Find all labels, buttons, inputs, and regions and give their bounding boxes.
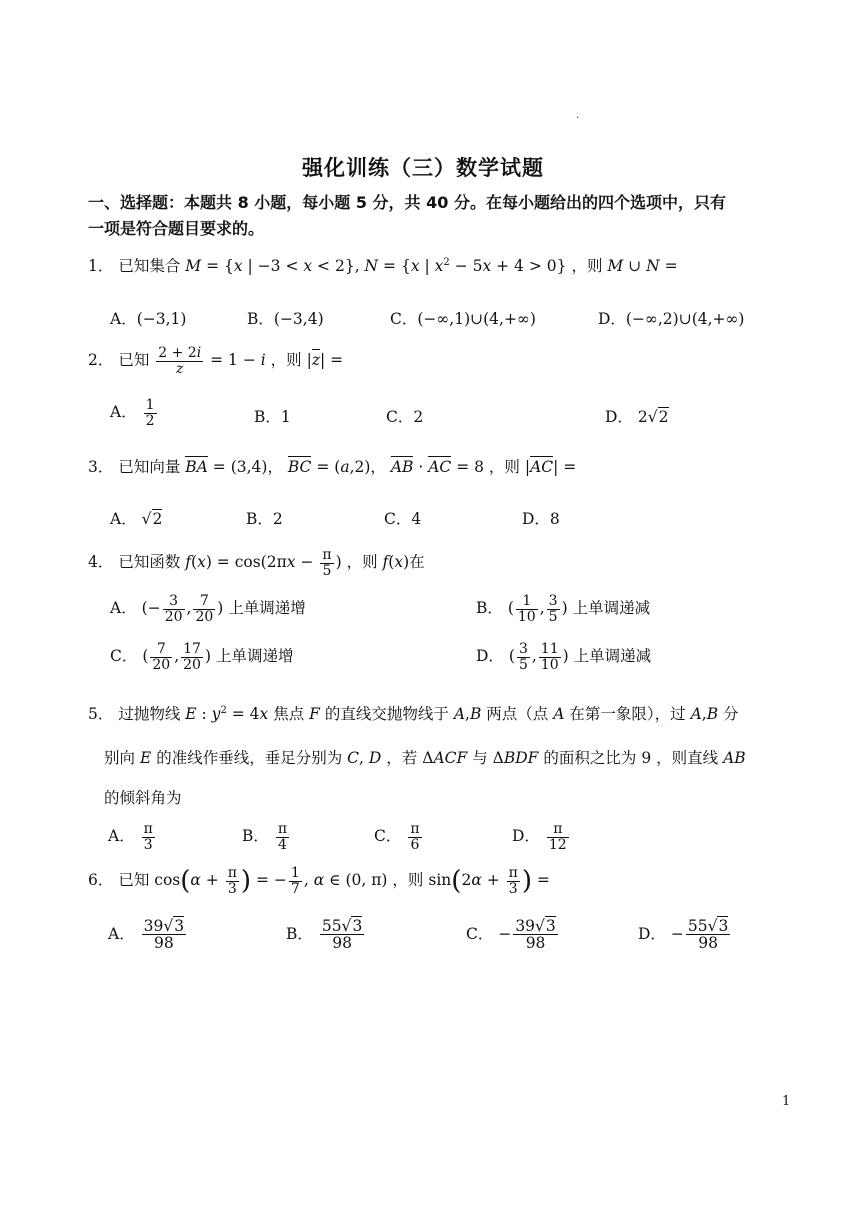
question-text: 别向 xyxy=(104,749,136,767)
option-label: D． xyxy=(638,924,666,943)
math-expression: f(x) xyxy=(382,553,410,572)
math-expression: $\frac{2 + 2i}{z}$ = 1 − i xyxy=(158,345,266,377)
math-expression: cos(α + $\frac{\pi}{3}$ ) = − $\frac{1}{7}$ , α ∈ (0, π) xyxy=(154,865,393,897)
option-b[interactable] xyxy=(286,918,366,952)
option-label: B． xyxy=(242,827,269,846)
scan-dot: . xyxy=(576,110,580,121)
option-value: ( $\frac{7}{20}$ , $\frac{17}{20}$ ) xyxy=(142,641,212,673)
option-c[interactable]: C．2 xyxy=(386,408,424,426)
option-label: A． xyxy=(110,599,137,618)
section-heading-line2: 一项是符合题目要求的。 xyxy=(88,219,265,238)
math-expression: |z| = xyxy=(306,351,344,370)
math-expression: A xyxy=(553,705,565,723)
math-expression: ΔBDF xyxy=(492,749,539,767)
question-5-line1: 5． 过抛物线 E : $y^2 = 4x$ 焦点 F 的直线交抛物线于 A,B 两点（点 A 在第一象限），过 A,B 分 xyxy=(88,704,739,723)
page-title: 强化训练（三）数学试题 xyxy=(302,156,544,180)
option-label: A． xyxy=(110,510,137,528)
option-value: $\frac{\pi}{4}$ xyxy=(277,821,288,853)
option-text: 上单调递增 xyxy=(228,599,306,618)
math-expression: A xyxy=(690,705,702,723)
option-label: C． xyxy=(466,924,494,943)
question-text: 已知向量 xyxy=(118,458,181,476)
question-text: 在第一象限），过 xyxy=(569,705,686,723)
option-value: − $\frac{55√3}{98}$ xyxy=(670,917,729,953)
question-text: 的准线作垂线，垂足分别为 xyxy=(156,749,343,767)
question-3 xyxy=(88,455,576,477)
question-text: 已知 xyxy=(118,871,150,890)
question-text: ，则 xyxy=(346,553,378,572)
question-4 xyxy=(88,548,425,578)
math-expression: F xyxy=(309,705,320,723)
option-a[interactable] xyxy=(110,507,162,529)
option-value: √2 xyxy=(141,510,163,528)
option-a[interactable] xyxy=(110,594,306,624)
question-text: 已知函数 xyxy=(118,553,181,572)
question-number: 5． xyxy=(88,705,114,723)
math-expression: E : $y^2 = 4x$ xyxy=(185,704,269,723)
math-expression: BA = (3,4)， BC = (a,2)， AB · AC = 8 xyxy=(185,458,489,476)
option-value: $\frac{\pi}{6}$ xyxy=(410,821,420,853)
question-text: 过抛物线 xyxy=(118,705,181,723)
option-b[interactable] xyxy=(476,594,650,624)
option-label: A． xyxy=(108,924,135,943)
question-text: 分 xyxy=(723,705,739,723)
question-text: 已知 xyxy=(118,351,150,370)
question-5-line2 xyxy=(104,746,746,768)
option-b[interactable]: B．1 xyxy=(254,408,291,426)
question-text: 在 xyxy=(409,553,425,572)
option-label: B． xyxy=(286,924,313,943)
option-c[interactable] xyxy=(374,822,424,852)
math-expression: E xyxy=(139,749,152,767)
math-expression: |AC| = xyxy=(524,458,577,476)
option-label: A． xyxy=(110,403,137,422)
question-number: 3． xyxy=(88,458,114,476)
option-b[interactable]: B．2 xyxy=(246,510,283,528)
option-value: − $\frac{39√3}{98}$ xyxy=(498,917,556,953)
option-label: D． xyxy=(605,408,633,426)
question-1 xyxy=(88,254,678,276)
question-text: ，则 xyxy=(571,257,603,275)
option-text: 上单调递增 xyxy=(215,647,294,666)
option-d[interactable] xyxy=(476,642,651,672)
option-d[interactable] xyxy=(638,918,732,952)
question-text: 的面积之比为 xyxy=(543,749,637,767)
option-text: 上单调递减 xyxy=(572,599,651,618)
option-a[interactable]: A．(−3,1) xyxy=(110,310,187,328)
option-value: ( $\frac{3}{5}$ , $\frac{11}{10}$ ) xyxy=(508,641,569,673)
option-value: ( $\frac{1}{10}$ , $\frac{3}{5}$ ) xyxy=(507,593,568,625)
option-b[interactable]: B．(−3,4) xyxy=(247,310,324,328)
option-b[interactable] xyxy=(242,822,291,852)
question-text: 已知集合 xyxy=(118,257,181,275)
option-a[interactable] xyxy=(108,822,157,852)
math-expression: AB xyxy=(723,749,746,767)
math-expression: M ∪ N = xyxy=(607,257,678,275)
question-text: 与 xyxy=(472,749,488,767)
option-c[interactable] xyxy=(466,918,560,952)
question-number: 4． xyxy=(88,553,114,572)
option-label: D． xyxy=(476,647,504,666)
option-value: $\frac{55√3}{98}$ xyxy=(321,917,363,953)
math-expression: 9 xyxy=(641,749,652,767)
question-number: 1． xyxy=(88,257,114,275)
section-heading-line1: 一、选择题：本题共 8 小题，每小题 5 分，共 40 分。在每小题给出的四个选项中，只有 xyxy=(88,193,726,212)
option-value: $\frac{39√3}{98}$ xyxy=(143,917,185,953)
question-number: 2． xyxy=(88,351,114,370)
option-c[interactable]: C．4 xyxy=(384,510,422,528)
math-expression: sin(2α + $\frac{\pi}{3}$ ) = xyxy=(428,865,550,897)
math-expression: f(x) = cos(2πx − $\frac{\pi}{5}$ ) xyxy=(185,547,347,579)
option-label: C． xyxy=(110,647,138,666)
option-label: D． xyxy=(512,827,540,846)
option-c[interactable] xyxy=(110,642,293,672)
question-text: ，则 xyxy=(488,458,520,476)
question-text: 焦点 xyxy=(273,705,305,723)
option-value: 2√2 xyxy=(637,408,669,426)
option-label: A． xyxy=(108,827,135,846)
question-text: ，则直线 xyxy=(656,749,719,767)
question-6 xyxy=(88,866,550,896)
question-number: 6． xyxy=(88,871,114,890)
option-value: $\frac{1}{2}$ xyxy=(145,397,155,429)
option-label: B． xyxy=(476,599,503,618)
question-2 xyxy=(88,346,343,376)
question-text: 两点（点 xyxy=(486,705,549,723)
option-label: C． xyxy=(374,827,402,846)
option-a[interactable] xyxy=(108,918,188,952)
question-text: 的直线交抛物线于 xyxy=(324,705,449,723)
math-expression: A xyxy=(453,705,466,723)
option-value: (− $\frac{3}{20}$ , $\frac{7}{20}$ ) xyxy=(141,593,224,625)
option-text: 上单调递减 xyxy=(573,647,652,666)
math-expression: ΔACF xyxy=(422,749,468,767)
option-d[interactable] xyxy=(512,822,571,852)
question-text: ，则 xyxy=(392,871,424,890)
question-text: ，则 xyxy=(270,351,302,370)
question-text: ，若 xyxy=(386,749,418,767)
option-a[interactable] xyxy=(110,398,159,428)
option-c[interactable]: C．(−∞,1)∪(4,+∞) xyxy=(390,310,536,328)
option-d[interactable]: D．8 xyxy=(522,510,560,528)
option-value: $\frac{\pi}{3}$ xyxy=(143,821,153,853)
math-expression: C, D xyxy=(347,749,382,767)
option-d[interactable] xyxy=(605,405,669,427)
question-5-line3: 的倾斜角为 xyxy=(104,789,182,807)
page-number: 1 xyxy=(782,1094,791,1109)
option-d[interactable]: D．(−∞,2)∪(4,+∞) xyxy=(598,310,745,328)
math-expression: M = {x | −3 < x < 2}, N = {x | $x^2 - 5x + 4 > 0$} xyxy=(185,256,567,275)
option-value: $\frac{\pi}{12}$ xyxy=(548,821,567,853)
